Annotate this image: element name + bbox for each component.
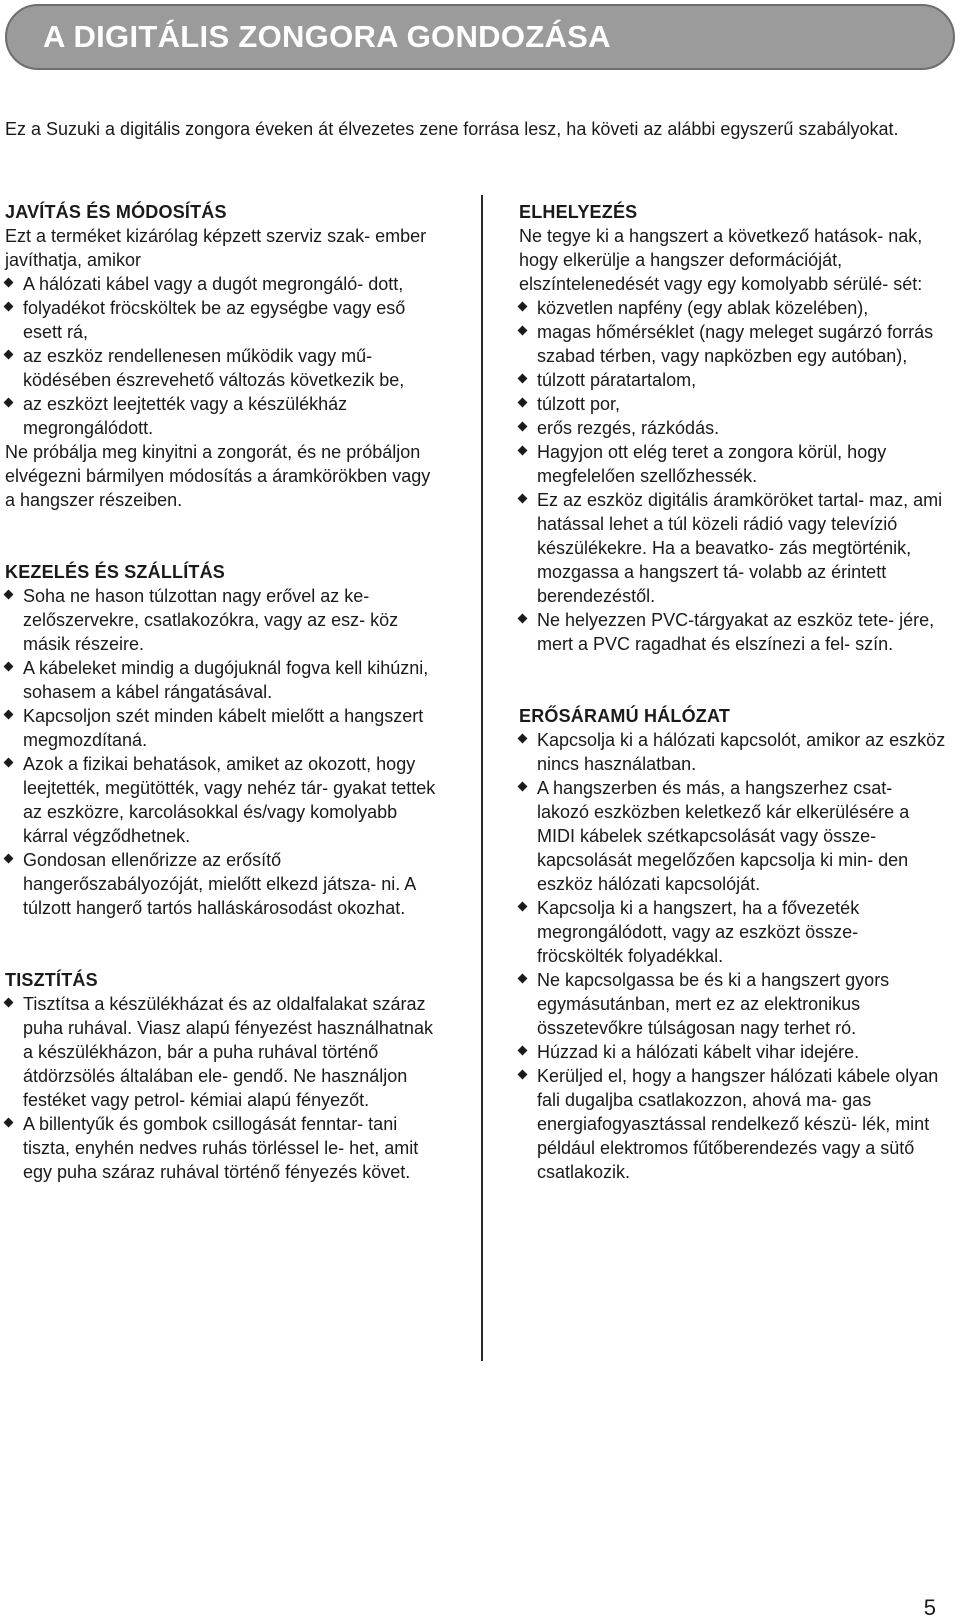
diamond-bullet-icon [518,1070,528,1080]
list-item-text: erős rezgés, rázkódás. [537,418,720,438]
list-item-text: közvetlen napfény (egy ablak közelében), [537,298,869,318]
list-item-text: Ne helyezzen PVC-tárgyakat az eszköz tete- jére, mert a PVC ragadhat és elszínezi a fel- szín. [537,610,935,654]
column-divider [481,195,483,1361]
diamond-bullet-icon [4,854,14,864]
section-heading: ELHELYEZÉS [519,202,638,222]
diamond-bullet-icon [4,350,14,360]
list-item-text: Ez az eszköz digitális áramköröket tartal- maz, ami hatással lehet a túl közeli rádió vagy televízió készülékekre. Ha a beavatko- zás megtörténik, mozgassa a hangszert tá- volabb az érintett berendezéstől. [537,490,943,606]
bullet-list [5,272,445,440]
diamond-bullet-icon [518,398,528,408]
diamond-bullet-icon [518,974,528,984]
list-item [519,728,949,776]
list-item [5,272,445,296]
diamond-bullet-icon [4,998,14,1008]
list-item-text: az eszközt leejtették vagy a készülékház megrongálódott. [23,394,348,438]
list-item-text: Tisztítsa a készülékházat és az oldalfalakat száraz puha ruhával. Viasz alapú fényezést használhatnak a készülékházon, bár a puha ruhával történő átdörzsölés általában ele- gendő. Ne használjon festéket vagy petrol- kémiai alapú fényezőt. [23,994,433,1110]
section-note: Ne próbálja meg kinyitni a zongorát, és ne próbáljon elvégezni bármilyen módosítás a áramkörökben vagy a hangszer részeiben. [5,442,431,510]
left-column [5,200,445,1184]
diamond-bullet-icon [518,302,528,312]
diamond-bullet-icon [518,734,528,744]
diamond-bullet-icon [518,374,528,384]
diamond-bullet-icon [518,446,528,456]
section-heading: KEZELÉS ÉS SZÁLLÍTÁS [5,562,226,582]
list-item [519,296,949,320]
list-item-text: A billentyűk és gombok csillogását fenntar- tani tiszta, enyhén nedves ruhás törléssel le- het, amit egy puha száraz ruhával történő fényezés követ. [23,1114,419,1182]
list-item [519,368,949,392]
list-item [519,416,949,440]
list-item [519,392,949,416]
list-item-text: Kapcsolja ki a hangszert, ha a fővezeték megrongálódott, vagy az eszközt össze- fröcskölték folyadékkal. [537,898,860,966]
list-item-text: A hálózati kábel vagy a dugót megrongáló- dott, [23,274,404,294]
list-item [519,488,949,608]
diamond-bullet-icon [518,494,528,504]
list-item-text: az eszköz rendellenesen működik vagy mű- ködésében észrevehető változás következik be, [23,346,405,390]
list-item [5,344,445,392]
list-item-text: Ne kapcsolgassa be és ki a hangszert gyors egymásutánban, mert ez az elektronikus összetevőkre túlságosan nagy terhet ró. [537,970,890,1038]
diamond-bullet-icon [4,710,14,720]
diamond-bullet-icon [4,278,14,288]
section-heading: ERŐSÁRAMÚ HÁLÓZAT [519,706,731,726]
bullet-list [519,296,949,656]
section-heading: JAVÍTÁS ÉS MÓDOSÍTÁS [5,202,227,222]
list-item [519,440,949,488]
list-item [5,1112,445,1184]
list-item [5,392,445,440]
list-item-text: Kapcsolja ki a hálózati kapcsolót, amikor az eszköz nincs használatban. [537,730,946,774]
list-item-text: A hangszerben és más, a hangszerhez csat- lakozó eszközben keletkező kár elkerülésére a MIDI kábelek szétkapcsolását vagy össze- kapcsolását megelőzően kapcsolja ki min- den eszköz hálózati kapcsolóját. [537,778,910,894]
diamond-bullet-icon [4,398,14,408]
right-column [519,200,949,1184]
diamond-bullet-icon [4,758,14,768]
list-item [519,608,949,656]
list-item-text: Kerüljed el, hogy a hangszer hálózati kábele olyan fali dugaljba csatlakozzon, ahová ma- gas energiafogyasztással rendelkező készü- lék, mint például elektromos fűtőberendezés vagy a sütő csatlakozik. [537,1066,939,1182]
list-item-text: Gondosan ellenőrizze az erősítő hangerőszabályozóját, mielőtt elkezd játsza- ni. A túlzott hangerő tartós halláskárosodást okozhat. [23,850,416,918]
diamond-bullet-icon [4,302,14,312]
list-item-text: Hagyjon ott elég teret a zongora körül, hogy megfelelően szellőzhessék. [537,442,887,486]
list-item [5,704,445,752]
diamond-bullet-icon [518,614,528,624]
diamond-bullet-icon [518,422,528,432]
diamond-bullet-icon [4,1118,14,1128]
list-item [5,848,445,920]
list-item [5,296,445,344]
bullet-list [5,584,445,920]
list-item [519,1040,949,1064]
list-item-text: Kapcsoljon szét minden kábelt mielőtt a hangszert megmozdítaná. [23,706,424,750]
list-item-text: folyadékot fröcsköltek be az egységbe vagy eső esett rá, [23,298,406,342]
diamond-bullet-icon [518,782,528,792]
diamond-bullet-icon [4,590,14,600]
diamond-bullet-icon [518,1046,528,1056]
section-heading: TISZTÍTÁS [5,970,98,990]
bullet-list [5,992,445,1184]
intro-paragraph: Ez a Suzuki a digitális zongora éveken át élvezetes zene forrása lesz, ha követi az alábbi egyszerű szabályokat. [5,119,899,139]
list-item-text: túlzott por, [537,394,621,414]
diamond-bullet-icon [518,902,528,912]
diamond-bullet-icon [518,326,528,336]
diamond-bullet-icon [4,662,14,672]
list-item-text: magas hőmérséklet (nagy meleget sugárzó forrás szabad térben, vagy napközben egy autóban), [537,322,934,366]
list-item-text: túlzott páratartalom, [537,370,697,390]
title-banner [5,4,955,70]
section-javitas-es-modositas [5,200,445,512]
list-item-text: Húzzad ki a hálózati kábelt vihar idejére. [537,1042,860,1062]
section-lead: Ne tegye ki a hangszert a következő hatások- nak, hogy elkerülje a hangszer deformációját, elszíntelenedését vagy egy komolyabb sérülé- sét: [519,226,923,294]
list-item [5,752,445,848]
section-erosaramu-halozat [519,704,949,1184]
page-number: 5 [923,1595,936,1620]
page-title: A DIGITÁLIS ZONGORA GONDOZÁSA [43,19,611,54]
bullet-list [519,728,949,1184]
section-lead: Ezt a terméket kizárólag képzett szerviz szak- ember javíthatja, amikor [5,226,427,270]
list-item [519,896,949,968]
list-item-text: Soha ne hason túlzottan nagy erővel az ke- zelőszervekre, csatlakozókra, vagy az esz- köz másik részeire. [23,586,399,654]
section-tisztitas [5,968,445,1184]
list-item [5,992,445,1112]
list-item [5,584,445,656]
list-item-text: A kábeleket mindig a dugójuknál fogva kell kihúzni, sohasem a kábel rángatásával. [23,658,429,702]
list-item [5,656,445,704]
list-item [519,776,949,896]
section-kezeles-es-szallitas [5,560,445,920]
list-item [519,320,949,368]
section-elhelyezes [519,200,949,656]
list-item-text: Azok a fizikai behatások, amiket az okozott, hogy leejtették, megütötték, vagy nehéz tár- gyakat tettek az eszközre, karcolásokkal és/vagy komolyabb kárral végződhetnek. [23,754,436,846]
list-item [519,968,949,1040]
list-item [519,1064,949,1184]
